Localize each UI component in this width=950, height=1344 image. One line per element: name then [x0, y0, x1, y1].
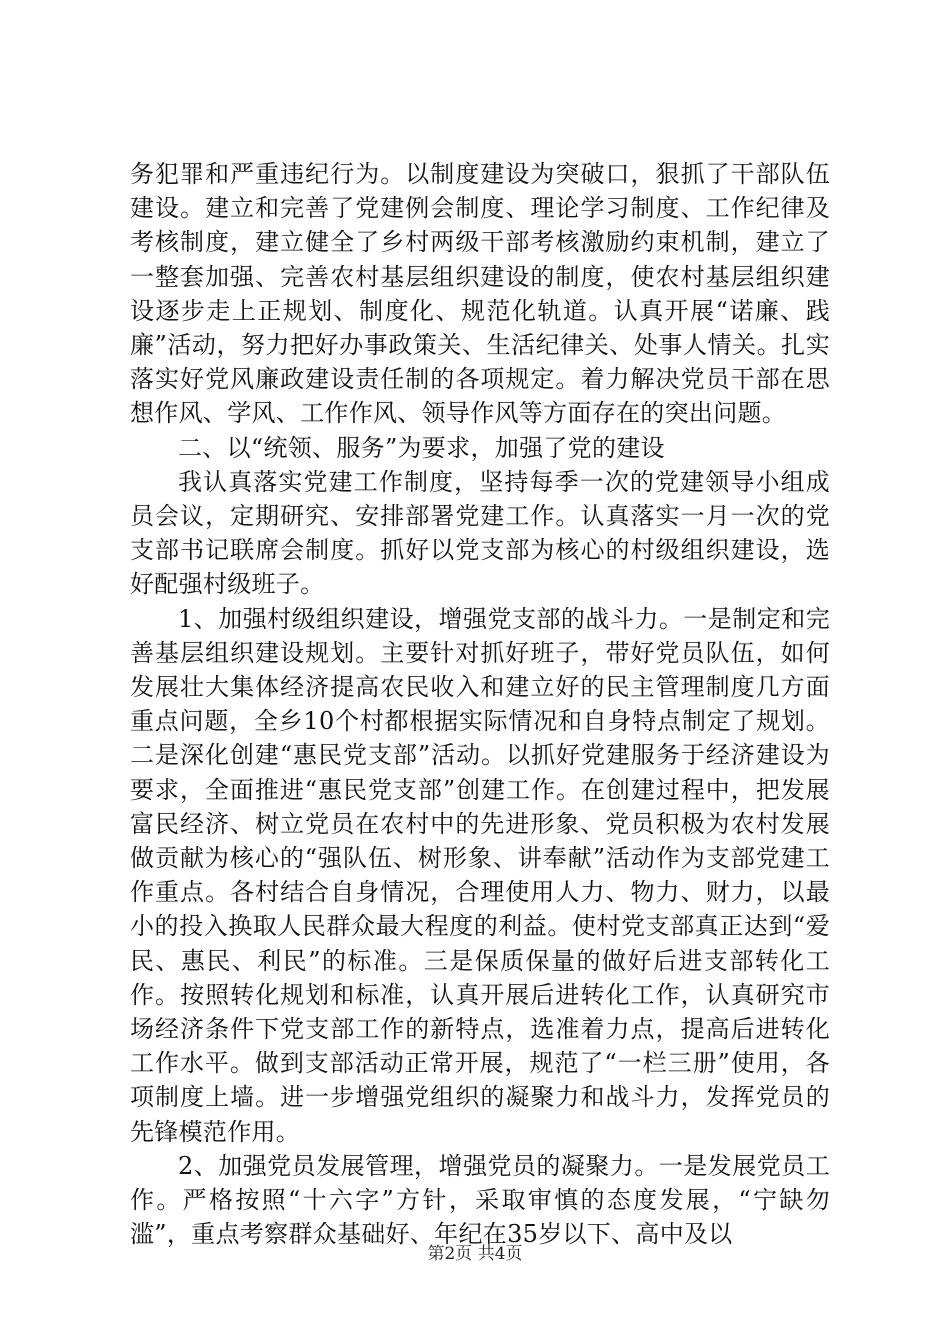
paragraph-village-organization: 1、加强村级组织建设，增强党支部的战斗力。一是制定和完善基层组织建设规划。主要针对抓好班子，带好党员队伍，如何发展壮大集体经济提高农民收入和建立好的民主管理制度几方面重点问题，全乡10个村都根据实际情况和自身特点制定了规划。二是深化创建“惠民党支部”活动。以抓好党建服务于经济建设为要求，全面推进“惠民党支部”创建工作。在创建过程中，把发展富民经济、树立党员在农村中的先进形象、党员积极为农村发展做贡献为核心的“强队伍、树形象、讲奉献”活动作为支部党建工作重点。各村结合自身情况，合理使用人力、物力、财力，以最小的投入换取人民群众最大程度的利益。使村党支部真正达到“爱民、惠民、利民”的标准。三是保质保量的做好后进支部转化工作。按照转化规划和标准，认真开展后进转化工作，认真研究市场经济条件下党支部工作的新特点，选准着力点，提高后进转化工作水平。做到支部活动正常开展，规范了“一栏三册”使用，各项制度上墙。进一步增强党组织的凝聚力和战斗力，发挥党员的先锋模范作用。 — [130, 604, 830, 1146]
page-footer — [0, 1243, 950, 1265]
paragraph-party-system: 我认真落实党建工作制度，坚持每季一次的党建领导小组成员会议，定期研究、安排部署党建工作。认真落实一月一次的党支部书记联席会制度。抓好以党支部为核心的村级组织建设，选好配强村级班子。 — [130, 467, 830, 599]
paragraph-continuation: 务犯罪和严重违纪行为。以制度建设为突破口，狠抓了干部队伍建设。建立和完善了党建例会制度、理论学习制度、工作纪律及考核制度，建立健全了乡村两级干部考核激励约束机制，建立了一整套加强、完善农村基层组织建设的制度，使农村基层组织建设逐步走上正规划、制度化、规范化轨道。认真开展“诺廉、践廉”活动，努力把好办事政策关、生活纪律关、处事人情关。扎实落实好党风廉政建设责任制的各项规定。着力解决党员干部在思想作风、学风、工作作风、领导作风等方面存在的突出问题。 — [130, 160, 830, 428]
document-body — [130, 157, 830, 1252]
page-number: 第2页 共4页 — [427, 1244, 523, 1264]
section-heading: 二、以“统领、服务”为要求，加强了党的建设 — [178, 433, 665, 462]
paragraph-member-development: 2、加强党员发展管理，增强党员的凝聚力。一是发展党员工作。严格按照“十六字”方针，采取审慎的态度发展，“宁缺勿滥”，重点考察群众基础好、年纪在35岁以下、高中及以 — [130, 1151, 830, 1249]
